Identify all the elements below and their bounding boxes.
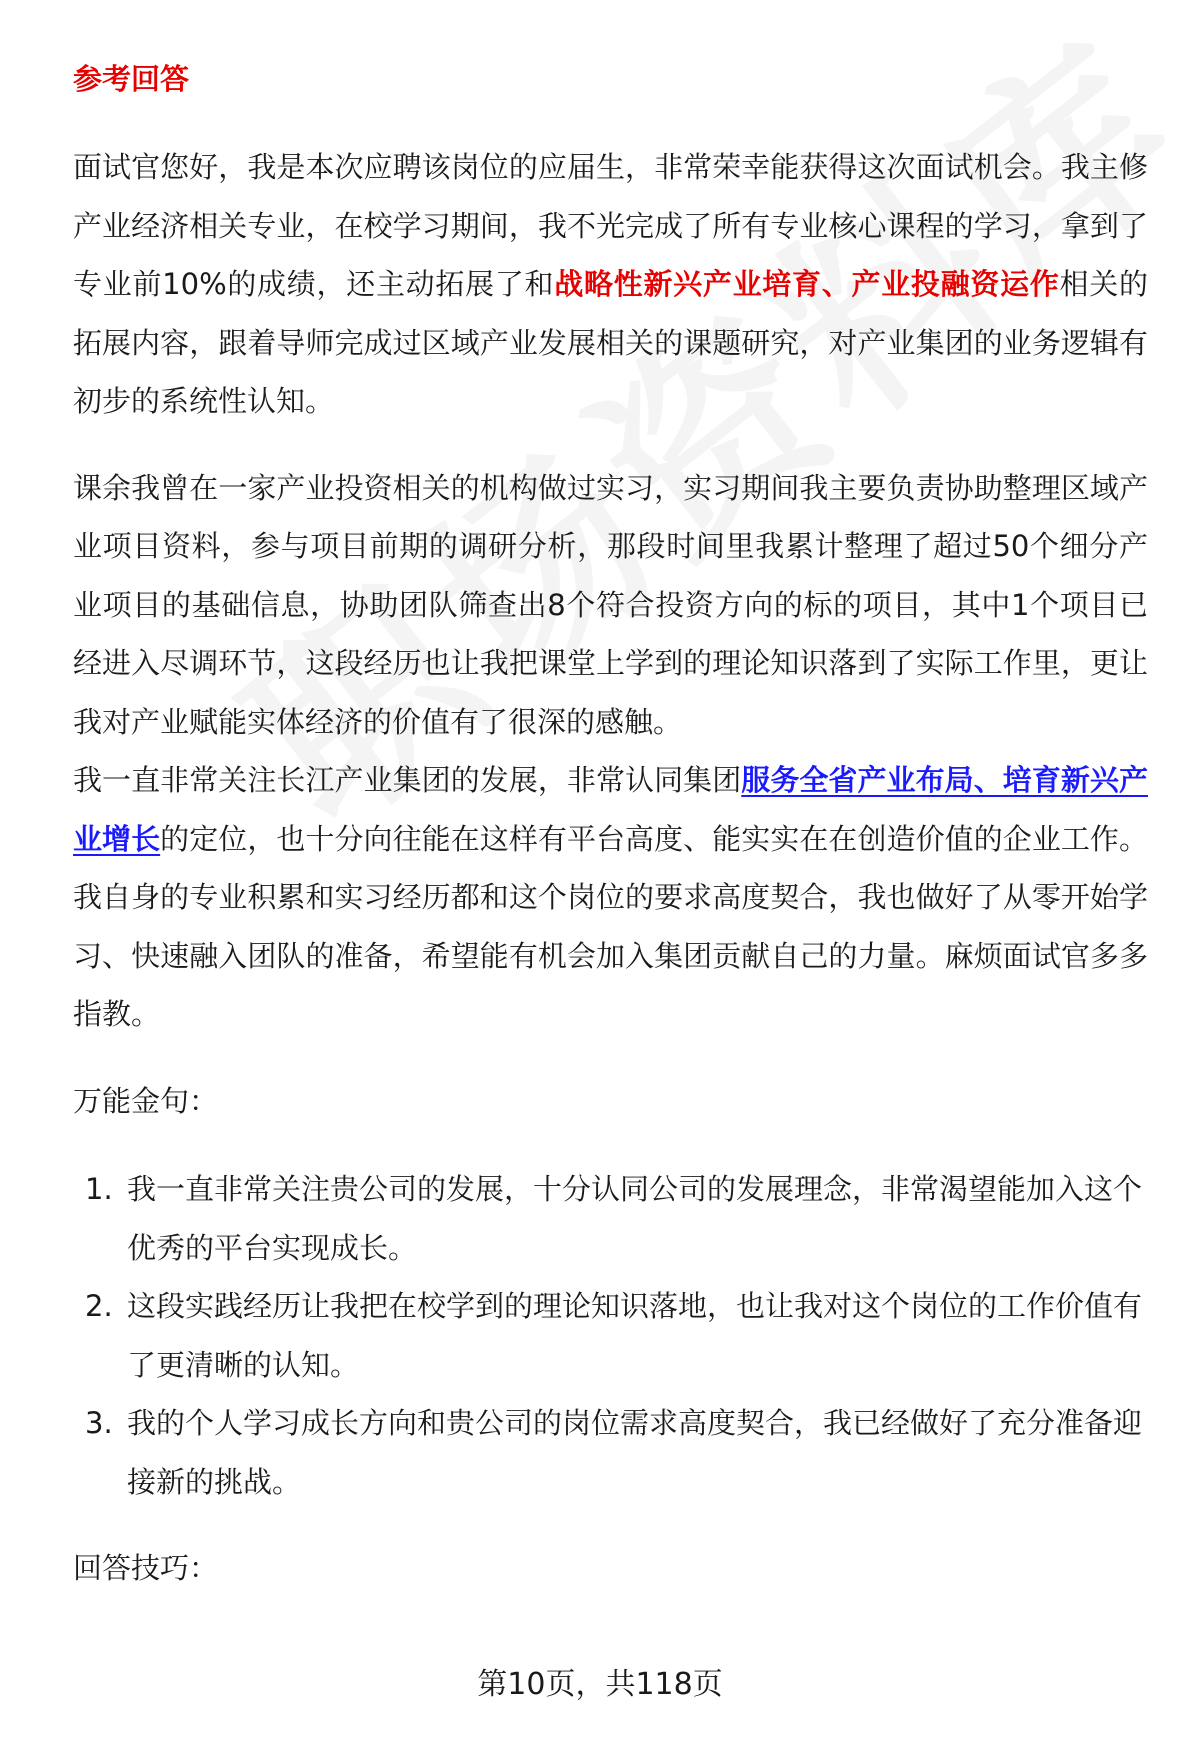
golden-sentences-label: 万能金句： [73, 1083, 219, 1118]
list-item [73, 1277, 1148, 1394]
list-item-text: 我一直非常关注贵公司的发展，十分认同公司的发展理念，非常渴望能加入这个优秀的平台实现成长。 [127, 1172, 1143, 1265]
list-item-number: 2. [85, 1289, 113, 1323]
paragraph-intro-text-1: 面试官您好，我是本次应聘该岗位的应届生，非常荣幸能获得这次面试机会。我主修产业经济相关专业，在校学习期间，我不光完成了所有专业核心课程的学习，拿到了专业前10%的成绩，还主动拓展了和 [73, 150, 1148, 301]
answer-tips-label: 回答技巧： [73, 1551, 219, 1585]
list-item [73, 1394, 1148, 1511]
list-item-number: 1. [85, 1172, 113, 1206]
content-area [73, 52, 1148, 1598]
section-title: 参考回答 [73, 62, 190, 96]
paragraph-intro-text-2: 相关的拓展内容，跟着导师完成过区域产业发展相关的课题研究，对产业集团的业务逻辑有初步的系统性认知。 [73, 267, 1148, 418]
list-item-number: 3. [85, 1406, 113, 1440]
page-footer: 第10页，共118页 [477, 1667, 723, 1702]
paragraph-internship: 课余我曾在一家产业投资相关的机构做过实习，实习期间我主要负责协助整理区域产业项目资料，参与项目前期的调研分析，那段时间里我累计整理了超过50个细分产业项目的基础信息，协助团队筛查出8个符合投资方向的标的项目，其中1个项目已经进入尽调环节，这段经历也让我把课堂上学到的理论知识落到了实际工作里，更让我对产业赋能实体经济的价值有了很深的感触。 [73, 470, 1148, 739]
list-item-text: 这段实践经历让我把在校学到的理论知识落地，也让我对这个岗位的工作价值有了更清晰的认知。 [127, 1289, 1143, 1382]
highlight-red-keywords: 战略性新兴产业培育、产业投融资运作 [554, 267, 1060, 301]
golden-sentences-list [73, 1160, 1148, 1511]
paragraph-company-text-1: 我一直非常关注长江产业集团的发展，非常认同集团 [73, 763, 742, 797]
paragraph-company [73, 751, 1148, 1044]
list-item [73, 1160, 1148, 1277]
paragraph-company-text-2: 的定位，也十分向往能在这样有平台高度、能实实在在创造价值的企业工作。我自身的专业积累和实习经历都和这个岗位的要求高度契合，我也做好了从零开始学习、快速融入团队的准备，希望能有机会加入集团贡献自己的力量。麻烦面试官多多指教。 [73, 821, 1148, 1031]
highlight-blue-keywords: 服务全省产业布局、培育新兴产业增长 [73, 763, 1148, 856]
list-item-text: 我的个人学习成长方向和贵公司的岗位需求高度契合，我已经做好了充分准备迎接新的挑战。 [127, 1406, 1143, 1499]
paragraph-intro [73, 138, 1148, 431]
